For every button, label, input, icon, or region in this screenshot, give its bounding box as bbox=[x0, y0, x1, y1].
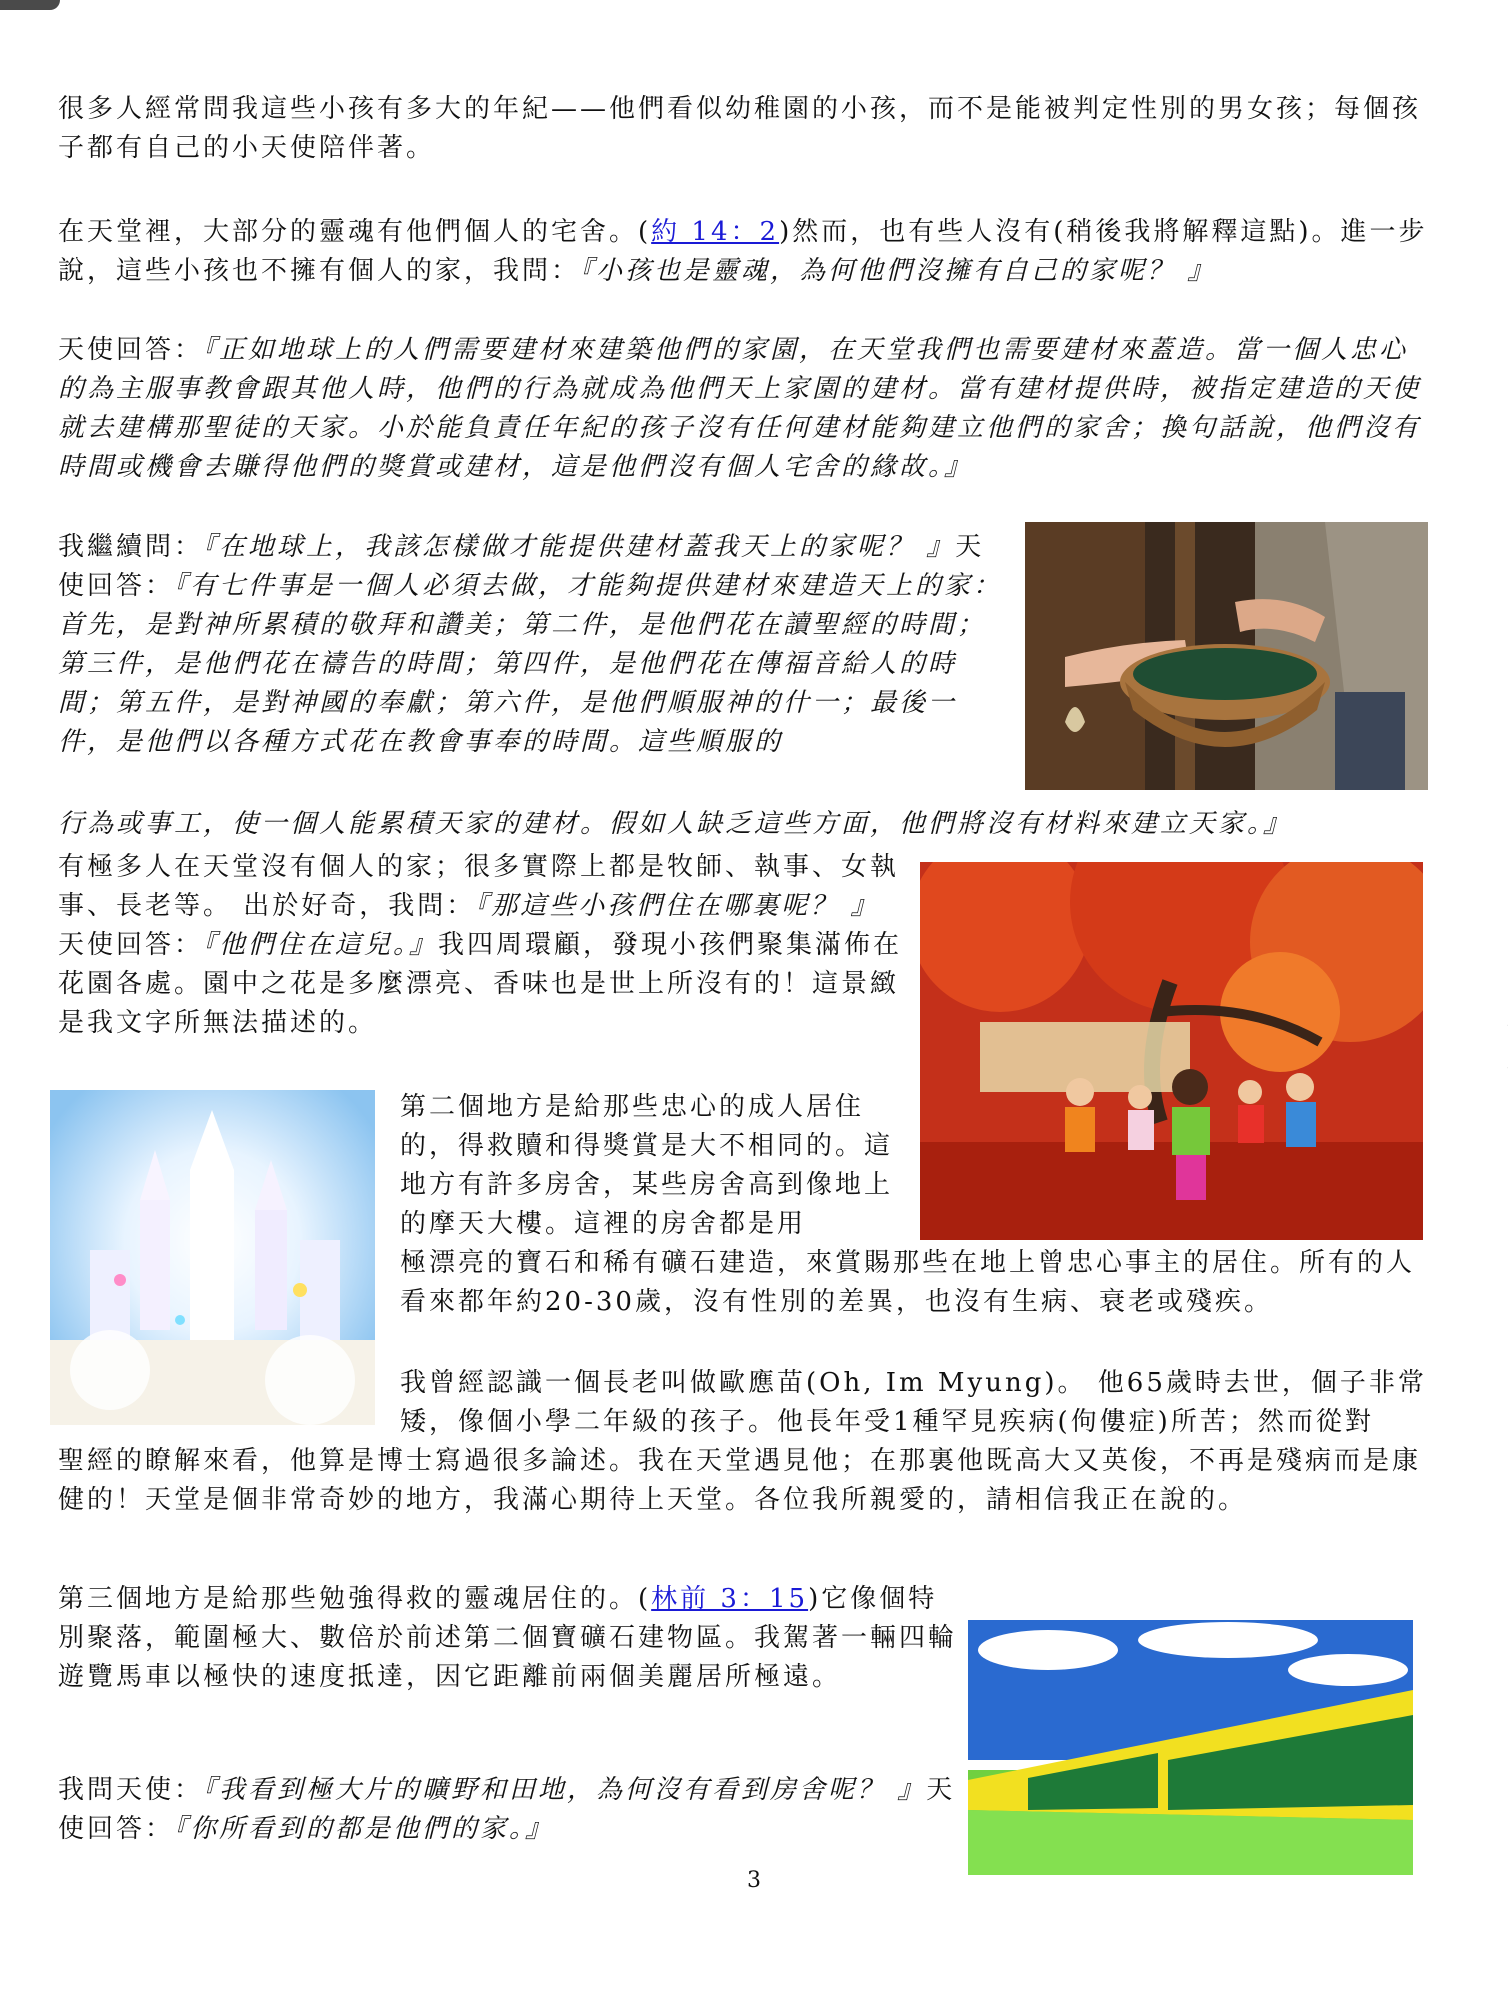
window-tab-corner bbox=[0, 0, 60, 10]
page-number: 3 bbox=[747, 1868, 761, 1893]
bible-ref-john-14-2[interactable]: 約 14：2 bbox=[651, 217, 780, 247]
paragraph-6-continued: 極漂亮的寶石和稀有礦石建造，來賞賜那些在地上曾忠心事主的居住。所有的人看來都年約20-30歲，沒有性別的差異，也沒有生病、衰老或殘疾。 bbox=[400, 1248, 1416, 1317]
children-garden-image bbox=[920, 862, 1423, 1240]
paragraph-5: 有極多人在天堂沒有個人的家；很多實際上都是牧師、執事、女執事、長老等。 出於好奇，我問：『那這些小孩們住在哪裏呢？ 』天使回答：『他們住在這兒。』我四周環顧，發現小孩們聚集滿佈在花園各處。園中之花是多麼漂亮、香味也是世上所沒有的！這景緻是我文字所無法描述的。 bbox=[58, 852, 903, 1038]
bible-ref-1cor-3-15[interactable]: 林前 3：15 bbox=[651, 1584, 809, 1614]
next-page-chevron-icon[interactable] bbox=[1486, 1023, 1508, 1070]
paragraph-7: 我曾經認識一個長老叫做歐應苗(Oh, Im Myung)。 他65歲時去世，個子非常矮，像個小學二年級的孩子。他長年受1種罕見疾病(佝僂症)所苦；然而從對 bbox=[400, 1368, 1427, 1437]
paragraph-7-continued: 聖經的瞭解來看，他算是博士寫過很多論述。我在天堂遇見他；在那裏他既高大又英俊，不再是殘病而是康健的！天堂是個非常奇妙的地方，我滿心期待上天堂。各位我所親愛的，請相信我正在說的。 bbox=[58, 1446, 1422, 1515]
paragraph-2: 在天堂裡，大部分的靈魂有他們個人的宅舍。(約 14：2)然而，也有些人沒有(稍後我將解釋這點)。進一步說，這些小孩也不擁有個人的家，我問：『小孩也是靈魂，為何他們沒擁有自己的家呢？ 』 bbox=[58, 217, 1428, 286]
paragraph-4-continued: 行為或事工，使一個人能累積天家的建材。假如人缺乏這些方面，他們將沒有材料來建立天家。』 bbox=[58, 809, 1293, 839]
paragraph-4: 我繼續問：『在地球上，我該怎樣做才能提供建材蓋我天上的家呢？ 』天使回答：『有七件事是一個人必須去做，才能夠提供建材來建造天上的家： 首先，是對神所累積的敬拜和讚美；第二件，是他們花在讀聖經的時間；第三件，是他們花在禱告的時間；第四件，是他們花在傳福音給人的時間；第五件，是對神國的奉獻；第六件，是他們順服神的什一；最後一件，是他們以各種方式花在教會事奉的時間。這些順服的 bbox=[58, 532, 1003, 757]
paragraph-3: 天使回答：『正如地球上的人們需要建材來建築他們的家園，在天堂我們也需要建材來蓋造。當一個人忠心的為主服事教會跟其他人時，他們的行為就成為他們天上家園的建材。當有建材提供時，被指定建造的天使就去建構那聖徒的天家。小於能負責任年紀的孩子沒有任何建材能夠建立他們的家舍；換句話說，他們沒有時間或機會去賺得他們的獎賞或建材，這是他們沒有個人宅舍的緣故。』 bbox=[58, 335, 1422, 482]
paragraph-1: 很多人經常問我這些小孩有多大的年紀——他們看似幼稚園的小孩，而不是能被判定性別的男女孩；每個孩子都有自己的小天使陪伴著。 bbox=[58, 94, 1422, 163]
paragraph-6: 第二個地方是給那些忠心的成人居住的，得救贖和得獎賞是大不相同的。這地方有許多房舍，某些房舍高到像地上的摩天大樓。這裡的房舍都是用 bbox=[400, 1092, 894, 1239]
heavenly-city-image bbox=[50, 1090, 375, 1425]
paragraph-8: 第三個地方是給那些勉強得救的靈魂居住的。(林前 3：15)它像個特別聚落，範圍極大、數倍於前述第二個寶礦石建物區。我駕著一輛四輪遊覽馬車以極快的速度抵達，因它距離前兩個美麗居所極遠。 bbox=[58, 1584, 958, 1692]
paragraph-9: 我問天使：『我看到極大片的曠野和田地，為何沒有看到房舍呢？ 』天使回答：『你所看到的都是他們的家。』 bbox=[58, 1775, 956, 1844]
offering-basket-image bbox=[1025, 522, 1428, 790]
yellow-houses-image bbox=[968, 1620, 1413, 1875]
